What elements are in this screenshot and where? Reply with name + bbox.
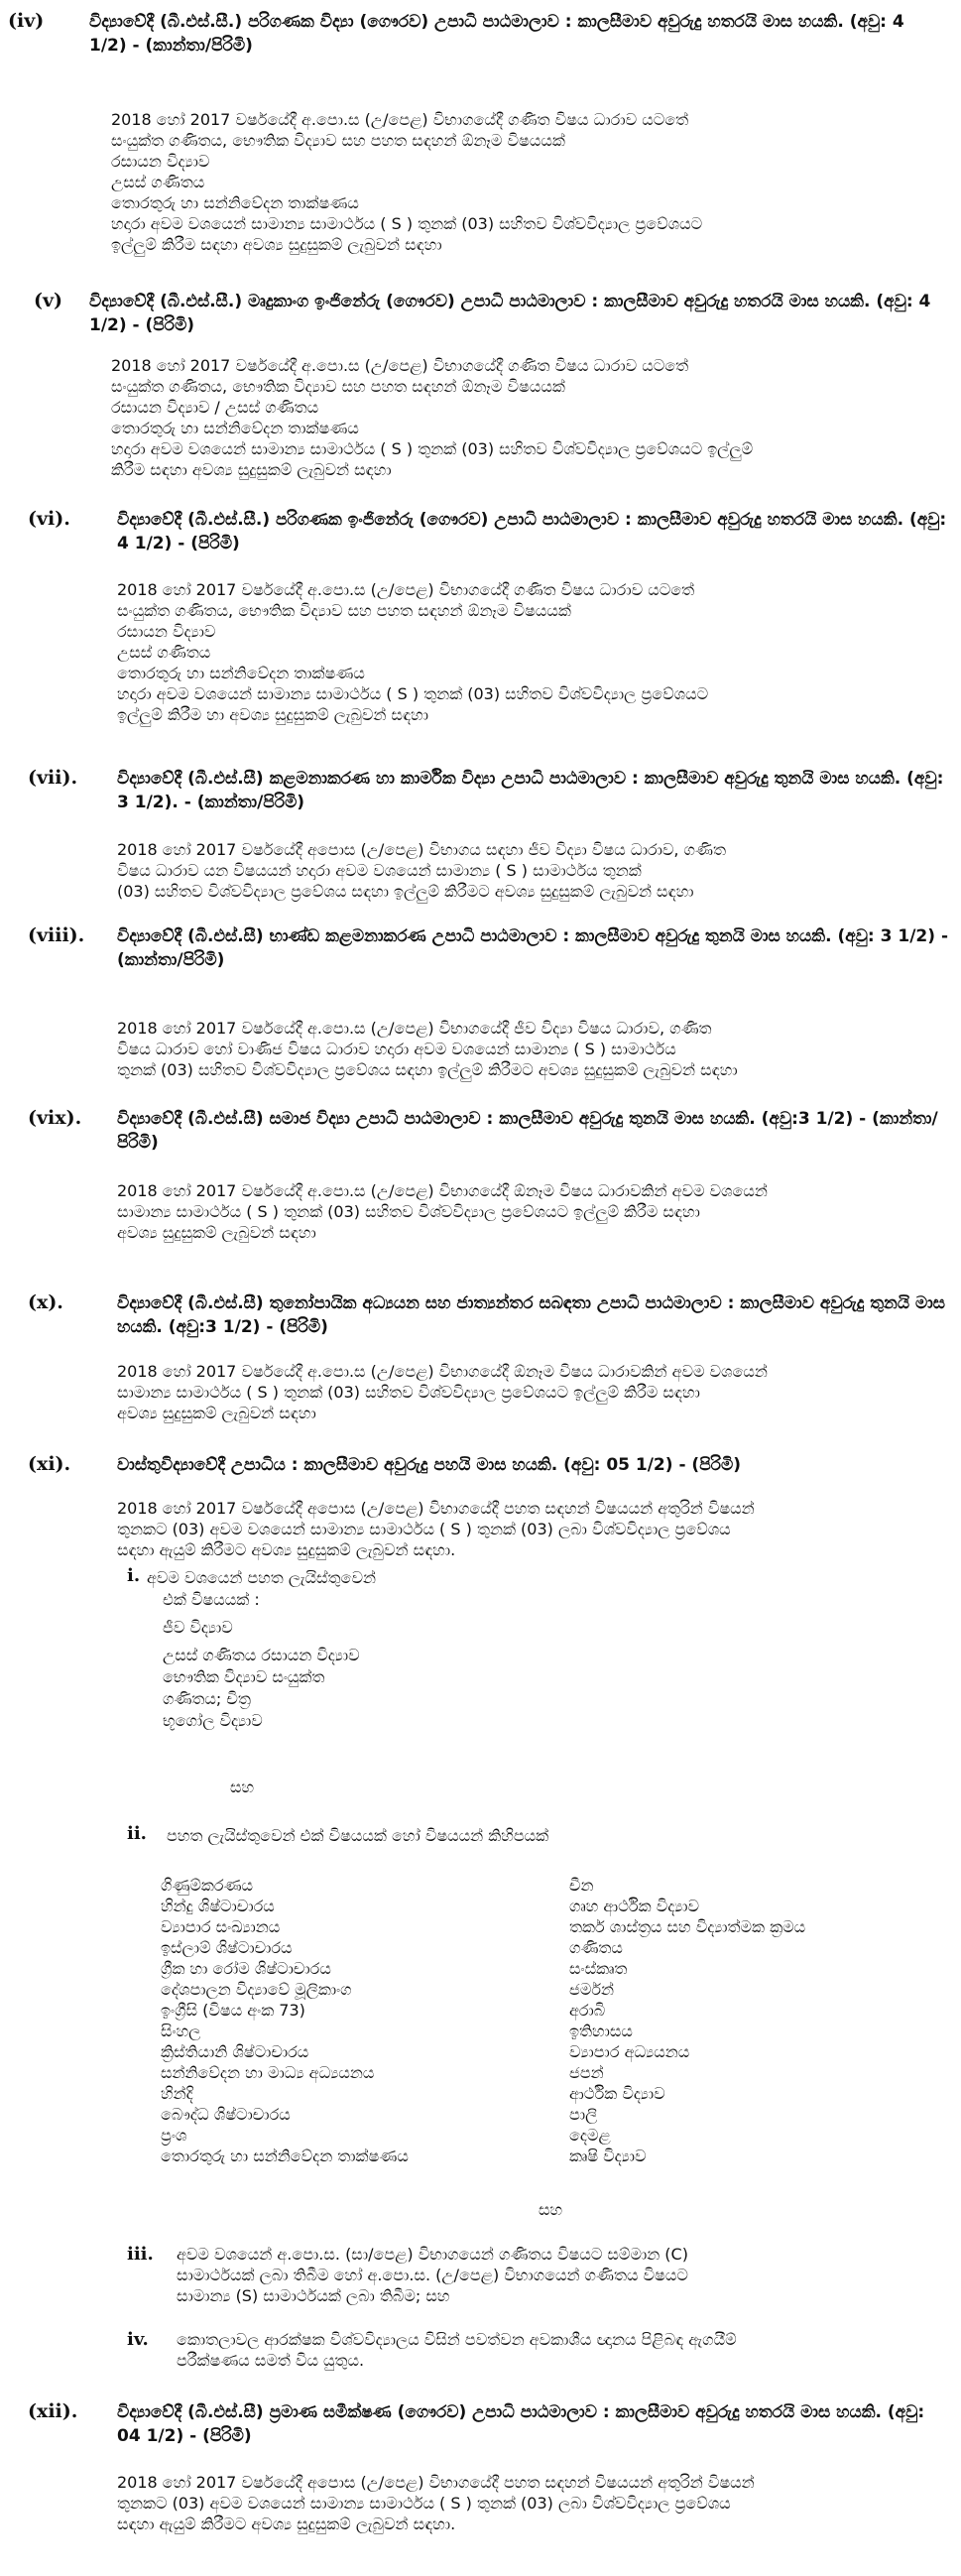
body-line: අවශ්‍ය සුදුසුකම් ලැබුවන් සඳහා [117,1223,316,1242]
body-line: සාමාන්‍ය සාමාර්ථය ( S ) තුනක් (03) සහිතව විශ්වවිද්‍යාල ප්‍රවේශයට ඉල්ලුම් කිරීම සඳහා [117,1383,700,1402]
sub-item-number: iv. [127,2329,149,2350]
subject-list-right [569,1875,946,2166]
body-line: විෂය ධාරාව හෝ වාණිජ විෂය ධාරාව හදාරා අවම වශයෙන් සාමාන්‍ය ( S ) සාමාර්ථය [117,1040,676,1058]
subject-item: ප්‍රංශ [161,2126,187,2145]
section-body [117,1180,950,1243]
section-title: විද්‍යාවේදී (බී.එස්.සී.) පරිගණක ඉංජිනේරු (ගෞරව) උපාධි පාඨමාලාව : කාලසීමාව අවුරුදු හතරයි මාස හයකි. (අවු: 4 1/2) - (පිරිමි) [117,510,947,553]
body-line: හදාරා අවම වශයෙන් සාමාන්‍ය සාමාර්ථය ( S ) තුනක් (03) සහිතව විශ්වවිද්‍යාල ප්‍රවේශයට ඉල්ලුම් [111,439,754,458]
body-line: සංයුක්ත ගණිතය, භෞතික විද්‍යාව සහ පහත සඳහන් ඕනෑම විෂයයක් [117,601,571,620]
subject-item: බෞද්ධ ශිෂ්ටාචාරය [161,2105,291,2124]
subject-item: ජපන් [569,2063,604,2082]
subject-item: ඉතිහාසය [569,2022,633,2040]
section-number: (vii). [28,767,78,789]
body-line: රසායන විද්‍යාව [117,622,216,641]
body-line: අවශ්‍ය සුදුසුකම් ලැබුවන් සඳහා [117,1404,316,1422]
body-line: ඉල්ලුම් කිරීම හා අවශ්‍ය සුදුසුකම් ලැබුවන් සඳහා [117,705,428,724]
subject-item: ව්‍යාපාර අධ්‍යයනය [569,2042,690,2061]
body-line: 2018 හෝ 2017 වර්ෂයේදී අපොස (උ/පෙළ) විභාගයේදී පහත සඳහන් විෂයයන් අතුරින් විෂයන් [117,2473,755,2492]
sub-item-number: ii. [127,1823,147,1844]
subject-item: කෘෂි විද්‍යාව [569,2147,647,2165]
body-line: 2018 හෝ 2017 වර්ෂයේදී අ.පො.ස (උ/පෙළ) විභාගයේදී ඕනෑම විෂය ධාරාවකින් අවම වශයෙන් [117,1362,768,1381]
section-title: විද්‍යාවේදී (බී.එස්.සී) භාණ්ඩ කළමනාකරණ උපාධි පාඨමාලාව : කාලසීමාව අවුරුදු තුනයි මාස හයකි. (අවු: 3 1/2) - (කාන්තා/පිරිමි) [117,926,949,970]
subject-item: ක්‍රිස්තියානි ශිෂ්ටාචාරය [161,2042,309,2061]
conjunction-text: සහ [539,2200,563,2219]
body-line: හදාරා අවම වශයෙන් සාමාන්‍ය සාමාර්ථය ( S ) තුනක් (03) සහිතව විශ්වවිද්‍යාල ප්‍රවේශයට [117,684,709,703]
sub-item-body [177,2244,950,2306]
section-number: (v) [34,290,63,311]
body-line: විෂය ධාරාව යන විෂයයන් හදාරා අවම වශයෙන් සාමාන්‍ය ( S ) සාමාර්ථය තුනක් [117,861,642,880]
body-line: තොරතුරු හා සන්නිවේදන තාක්ෂණය [111,419,359,437]
body-line: රසායන විද්‍යාව [111,152,210,171]
subject-item: සිංහල [161,2022,201,2040]
body-line: අවම වශයෙන් පහත ලැයිස්තුවෙන් [147,1568,376,1587]
body-line: සංයුක්ත ගණිතය, භෞතික විද්‍යාව සහ පහත සඳහන් ඕනෑම විෂයයක් [111,131,565,150]
body-line: සාමාර්ථයක් ලබා තිබීම හෝ අ.පො.ස. (උ/පෙළ) විභාගයෙන් ගණිතය විෂයට [177,2266,688,2284]
sub-item-number: iii. [127,2244,154,2265]
section-number: (x). [28,1291,63,1313]
body-line: 2018 හෝ 2017 වර්ෂයේදී අපොස (උ/පෙළ) විභාගය සඳහා ජීව විද්‍යා විෂය ධාරාව, ගණිත [117,840,726,859]
section-number: (viii). [28,924,85,946]
body-line: පරීක්ෂණය සමත් විය යුතුය. [177,2351,365,2370]
section-body [117,1361,950,1423]
subject-list-left [161,1875,557,2166]
section-number: (vix). [28,1107,82,1129]
section-body [117,2472,950,2534]
body-line: තුනකට (03) අවම වශයෙන් සාමාන්‍ය සාමාර්ථය ( S ) තුනක් (03) ලබා විශ්වවිද්‍යාල ප්‍රවේශය [117,2494,731,2513]
section-number: (iv) [8,10,45,32]
section-body [111,355,944,480]
body-line: තුනක් (03) සහිතව විශ්වවිද්‍යාල ප්‍රවේශය සඳහා ඉල්ලුම් කිරීමට අවශ්‍ය සුදුසුකම් ලැබුවන් සඳහා [117,1060,738,1079]
body-line: ගණිතය; චිත්‍ර [163,1689,251,1708]
body-line: ඉල්ලුම් කිරීම සඳහා අවශ්‍ය සුදුසුකම් ලැබුවන් සඳහා [111,235,442,254]
body-line: භූගෝල විද්‍යාව [163,1711,263,1730]
subject-item: ආර්ථික විද්‍යාව [569,2084,665,2103]
subject-item: ගෘහ ආර්ථික විද්‍යාව [569,1897,700,1915]
subject-item: සන්නිවේදන හා මාධ්‍ය අධ්‍යයනය [161,2063,375,2082]
section-body [111,109,944,255]
subject-item: හින්දි [161,2084,193,2103]
subject-item: චීන [569,1876,594,1895]
body-line: සංයුක්ත ගණිතය, භෞතික විද්‍යාව සහ පහත සඳහන් ඕනෑම විෂයයක් [111,377,565,396]
body-line: තොරතුරු හා සන්නිවේදන තාක්ෂණය [111,193,359,212]
subject-item: තර්ක ශාස්ත්‍රය සහ විද්‍යාත්මක ක්‍රමය [569,1917,806,1936]
body-line: 2018 හෝ 2017 වර්ෂයේදී අ.පො.ස (උ/පෙළ) විභාගයේදී ගණිත විෂය ධාරාව යටතේ [117,580,695,599]
section-title: වාස්තුවිද්‍යාවේදී උපාධිය : කාලසීමාව අවුරුදු පහයි මාස හයකි. (අවු: 05 1/2) - (පිරිමි) [117,1455,741,1475]
body-line: 2018 හෝ 2017 වර්ෂයේදී අ.පො.ස (උ/පෙළ) විභාගයේදී ජීව විද්‍යා විෂය ධාරාව, ගණිත [117,1019,712,1038]
body-line: හදාරා අවම වශයෙන් සාමාන්‍ය සාමාර්ථය ( S ) තුනක් (03) සහිතව විශ්වවිද්‍යාල ප්‍රවේශයට [111,214,703,233]
section-title: විද්‍යාවේදී (බී.එස්.සී.) මෘදුකාංග ඉංජිනේරු (ගෞරව) උපාධි පාඨමාලාව : කාලසීමාව අවුරුදු හතරයි මාස හයකි. (අවු: 4 1/2) - (පිරිමි) [89,292,931,335]
body-line: ජීව විද්‍යාව [163,1618,233,1637]
subject-item: සංස්කෘත [569,1959,628,1978]
subject-item: හින්දු ශිෂ්ටාචාරය [161,1897,275,1915]
sub-item-body [177,2329,950,2371]
section-body [117,1498,950,1560]
section-title: විද්‍යාවේදී (බී.එස්.සී) සමාජ විද්‍යා උපාධි පාඨමාලාව : කාලසීමාව අවුරුදු තුනයි මාස හයකි. (අවු:3 1/2) - (කාන්තා/පිරිමි) [117,1109,938,1153]
body-line: තොරතුරු හා සන්නිවේදන තාක්ෂණය [117,664,365,682]
body-line: අවම වශයෙන් අ.පො.ස. (සා/පෙළ) විභාගයෙන් ගණිතය විෂයට සම්මාන (C) [177,2245,688,2264]
subject-item: ජර්මන් [569,1980,614,1999]
body-line: 2018 හෝ 2017 වර්ෂයේදී අපොස (උ/පෙළ) විභාගයේදී පහත සඳහන් විෂයයන් අතුරින් විෂයන් [117,1499,755,1518]
subject-item: අරාබි [569,2001,606,2020]
section-number: (xi). [28,1453,71,1475]
sub-item-intro: පහත ලැයිස්තුවෙන් එක් විෂයයක් හෝ විෂයයන් කිහිපයක් [167,1826,549,1845]
section-title: විද්‍යාවේදී (බී.එස්.සී) කළමනාකරණ හා කාර්මික විද්‍යා උපාධි පාඨමාලාව : කාලසීමාව අවුරුදු තුනයි මාස හයකි. (අවු: 3 1/2). - (කාන්තා/පිරිමි) [117,769,944,812]
subject-item: පාලි [569,2105,598,2124]
body-line: 2018 හෝ 2017 වර්ෂයේදී අ.පො.ස (උ/පෙළ) විභාගයේදී ගණිත විෂය ධාරාව යටතේ [111,110,689,129]
section-body [117,1018,950,1080]
body-line: උසස් ගණිතය [117,643,211,662]
body-line: (03) සහිතව විශ්වවිද්‍යාල ප්‍රවේශය සඳහා ඉල්ලුම් කිරීමට අවශ්‍ය සුදුසුකම් ලැබුවන් සඳහා [117,882,694,901]
section-body [117,839,950,902]
subject-item: ව්‍යාපාර සංඛ්‍යානය [161,1917,281,1936]
body-line: සඳහා ඇයුම් කිරීමට අවශ්‍ය සුදුසුකම් ලැබුවන් සඳහා. [117,2515,456,2533]
section-title: විද්‍යාවේදී (බී.එස්.සී) තුනෝපායික අධ්‍යයන සහ ජාත්‍යන්තර සබඳතා උපාධි පාඨමාලාව : කාලසීමාව අවුරුදු තුනයි මාස හයකි. (අවු:3 1/2) - (පිරිමි) [117,1293,946,1337]
section-number: (vi). [28,508,70,530]
subject-item: තොරතුරු හා සන්නිවේදන තාක්ෂණය [161,2147,409,2165]
sub-item-body [147,1567,742,1732]
body-line: 2018 හෝ 2017 වර්ෂයේදී අ.පො.ස (උ/පෙළ) විභාගයේදී ගණිත විෂය ධාරාව යටතේ [111,356,689,375]
subject-item: ඉංග්‍රීසි (විෂය අංක 73) [161,2001,305,2020]
body-line: සාමාන්‍ය (S) සාමාර්ථයක් ලබා තිබීම; සහ [177,2286,450,2305]
sub-item-number: i. [127,1565,141,1586]
subject-item: දේශපාලන විද්‍යාවේ මූලිකාංග [161,1980,352,1999]
subject-item: ගිණුම්කරණය [161,1876,254,1895]
body-line: කොතලාවල ආරක්ෂක විශ්වවිද්‍යාලය විසින් පවත්වන අවකාශීය ඥානය පිළිබඳ ඇගයීම් [177,2330,737,2349]
subject-item: ග්‍රීක හා රෝම ශිෂ්ටාචාරය [161,1959,331,1978]
subject-item: ගණිතය [569,1938,623,1957]
section-title: විද්‍යාවේදී (බී.එස්.සී) ප්‍රමාණ සමීක්ෂණ (ගෞරව) උපාධි පාඨමාලාව : කාලසීමාව අවුරුදු හතරයි මාස හයකි. (අවු: 04 1/2) - (පිරිමි) [117,2402,925,2446]
conjunction-text: සහ [230,1778,255,1796]
body-line: කිරීම සඳහා අවශ්‍ය සුදුසුකම් ලැබුවන් සඳහා [111,460,392,479]
body-line: සඳහා ඇයුම් කිරීමට අවශ්‍ය සුදුසුකම් ලැබුවන් සඳහා. [117,1540,456,1559]
section-title: විද්‍යාවේදී (බී.එස්.සී.) පරිගණක විද්‍යා (ගෞරව) උපාධි පාඨමාලාව : කාලසීමාව අවුරුදු හතරයි මාස හයකි. (අවු: 4 1/2) - (කාන්තා/පිරිමි) [89,12,904,56]
body-line: උසස් ගණිතය [111,173,205,191]
body-line: 2018 හෝ 2017 වර්ෂයේදී අ.පො.ස (උ/පෙළ) විභාගයේදී ඕනෑම විෂය ධාරාවකින් අවම වශයෙන් [117,1181,768,1200]
body-line: සාමාන්‍ය සාමාර්ථය ( S ) තුනක් (03) සහිතව විශ්වවිද්‍යාල ප්‍රවේශයට ඉල්ලුම් කිරීම සඳහා [117,1202,700,1221]
body-line: තුනකට (03) අවම වශයෙන් සාමාන්‍ය සාමාර්ථය ( S ) තුනක් (03) ලබා විශ්වවිද්‍යාල ප්‍රවේශය [117,1520,731,1538]
body-line: භෞතික විද්‍යාව සංයුක්ත [163,1667,325,1686]
section-body [117,579,950,725]
subject-item: දෙමළ [569,2126,611,2145]
section-number: (xii). [28,2400,78,2422]
body-line: රසායන විද්‍යාව / උසස් ගණිතය [111,398,319,417]
body-line: උසස් ගණිතය රසායන විද්‍යාව [163,1646,360,1664]
body-line: එක් විෂයයක් : [163,1590,260,1609]
subject-item: ඉස්ලාම් ශිෂ්ටාචාරය [161,1938,293,1957]
